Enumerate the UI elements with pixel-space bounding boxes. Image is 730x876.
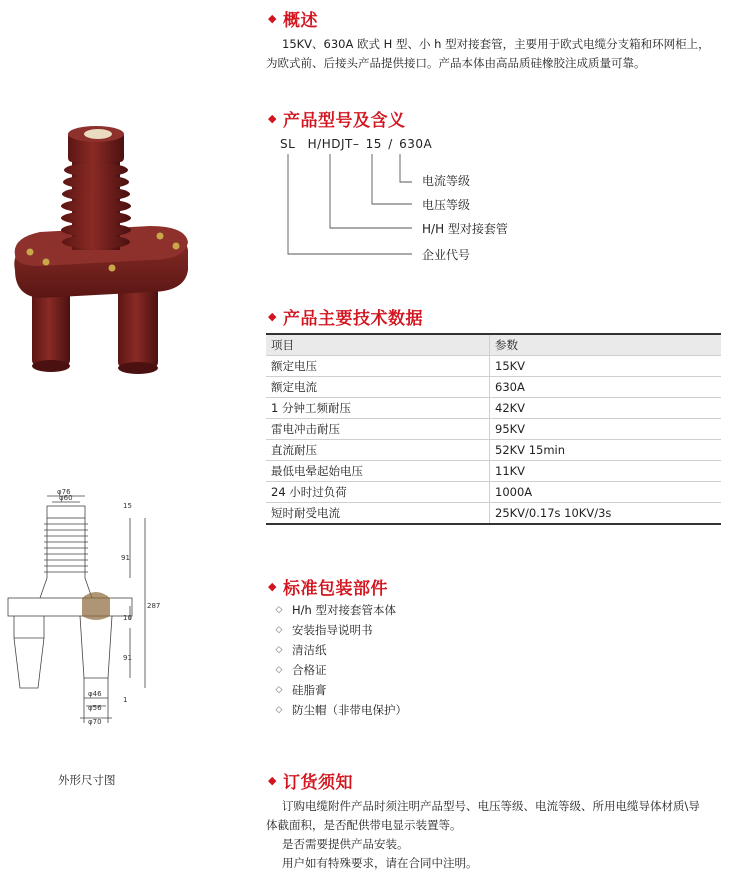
- row-item: 最低电晕起始电压: [266, 461, 490, 482]
- dim-d76: φ76: [57, 488, 71, 496]
- table-row: [266, 461, 721, 482]
- bolt-icon: [109, 265, 116, 272]
- packing-title: 标准包装部件: [282, 579, 388, 599]
- label-enterprise-code: 企业代号: [422, 248, 471, 262]
- diamond-outline-icon: ◇: [275, 605, 283, 615]
- dim-1: 1: [123, 696, 128, 704]
- list-item-label: 清洁纸: [292, 643, 327, 657]
- list-item: [274, 662, 327, 678]
- list-item-label: 硅脂膏: [292, 683, 327, 697]
- table-row: [266, 377, 721, 398]
- list-item-label: 防尘帽（非带电保护）: [292, 703, 407, 717]
- spec-table: [266, 333, 721, 525]
- diamond-icon: ◆: [268, 112, 277, 125]
- dim-d56: φ56: [88, 704, 102, 712]
- ordering-title: 订货须知: [282, 773, 353, 793]
- diamond-icon: ◆: [268, 12, 277, 25]
- row-item: 额定电流: [266, 377, 490, 398]
- table-row: [266, 356, 721, 377]
- ordering-line-2: 体截面积，是否配供带电显示装置等。: [266, 818, 462, 832]
- header-item: 项目: [266, 334, 490, 356]
- diamond-outline-icon: ◇: [275, 625, 283, 635]
- row-item: 额定电压: [266, 356, 490, 377]
- ordering-line-3: 是否需要提供产品安装。: [282, 837, 409, 851]
- code-type: H/HDJT–: [307, 137, 360, 151]
- row-value: 15KV: [490, 356, 722, 377]
- diamond-outline-icon: ◇: [275, 685, 283, 695]
- diamond-icon: ◆: [268, 580, 277, 593]
- row-item: 1 分钟工频耐压: [266, 398, 490, 419]
- drawing-caption: 外形尺寸图: [58, 773, 116, 787]
- table-row: [266, 482, 721, 503]
- ordering-heading: [268, 768, 353, 793]
- row-value: 25KV/0.17s 10KV/3s: [490, 503, 722, 525]
- model-title: 产品型号及含义: [282, 111, 406, 131]
- product-photo: [0, 120, 200, 390]
- row-item: 短时耐受电流: [266, 503, 490, 525]
- list-item: [274, 622, 373, 638]
- list-item: [274, 682, 327, 698]
- table-header-row: [266, 334, 721, 356]
- packing-heading: [268, 574, 388, 599]
- diamond-outline-icon: ◇: [275, 645, 283, 655]
- top-contact: [84, 129, 112, 139]
- ordering-line-4: 用户如有特殊要求，请在合同中注明。: [282, 856, 478, 870]
- code-separator: /: [388, 137, 393, 151]
- list-item-label: H/h 型对接套管本体: [292, 603, 396, 617]
- list-item: [274, 642, 327, 658]
- bolt-icon: [27, 249, 34, 256]
- overview-title: 概述: [282, 11, 318, 31]
- overview-line-1: 15KV、630A 欧式 H 型、小 h 型对接套管，主要用于欧式电缆分支箱和环网柜上，: [282, 37, 710, 51]
- dim-15: 15: [123, 502, 132, 510]
- code-voltage: 15: [365, 137, 382, 151]
- table-row: [266, 440, 721, 461]
- bolt-icon: [157, 233, 164, 240]
- model-heading: [268, 106, 405, 131]
- diamond-icon: ◆: [268, 774, 277, 787]
- row-value: 52KV 15min: [490, 440, 722, 461]
- overview-heading: [268, 6, 318, 31]
- label-current-grade: 电流等级: [422, 174, 471, 188]
- dim-d46: φ46: [88, 690, 102, 698]
- specs-heading: [268, 304, 423, 329]
- table-row: [266, 503, 721, 525]
- dim-91a: 91: [121, 554, 130, 562]
- list-item: [274, 602, 396, 618]
- row-item: 雷电冲击耐压: [266, 419, 490, 440]
- dim-d70: φ70: [88, 718, 102, 726]
- row-value: 630A: [490, 377, 722, 398]
- dim-d60: φ60: [59, 494, 73, 502]
- specs-title: 产品主要技术数据: [282, 309, 423, 329]
- label-type: H/H 型对接套管: [422, 222, 508, 236]
- list-item-label: 安装指导说明书: [292, 623, 373, 637]
- dim-10: 10: [123, 614, 132, 622]
- row-value: 95KV: [490, 419, 722, 440]
- row-item: 直流耐压: [266, 440, 490, 461]
- header-param: 参数: [490, 334, 722, 356]
- overview-line-2: 为欧式前、后接头产品提供接口。产品本体由高品质硅橡胶注成质量可靠。: [266, 56, 646, 70]
- row-item: 24 小时过负荷: [266, 482, 490, 503]
- bolt-icon: [173, 243, 180, 250]
- model-leader-lines: [280, 150, 420, 260]
- code-current: 630A: [399, 137, 433, 151]
- model-code: [280, 137, 432, 151]
- ordering-line-1: 订购电缆附件产品时须注明产品型号、电压等级、电流等级、所用电缆导体材质\导: [282, 799, 700, 813]
- diamond-icon: ◆: [268, 310, 277, 323]
- dimension-drawing: [0, 478, 160, 748]
- row-value: 42KV: [490, 398, 722, 419]
- list-item-label: 合格证: [292, 663, 327, 677]
- label-voltage-grade: 电压等级: [422, 198, 471, 212]
- dim-91b: 91: [123, 654, 132, 662]
- bolt-icon: [43, 259, 50, 266]
- row-value: 11KV: [490, 461, 722, 482]
- table-row: [266, 398, 721, 419]
- list-item: [274, 702, 407, 718]
- diamond-outline-icon: ◇: [275, 665, 283, 675]
- dim-287: 287: [147, 602, 160, 610]
- code-enterprise: SL: [280, 137, 296, 151]
- row-value: 1000A: [490, 482, 722, 503]
- table-row: [266, 419, 721, 440]
- diamond-outline-icon: ◇: [275, 705, 283, 715]
